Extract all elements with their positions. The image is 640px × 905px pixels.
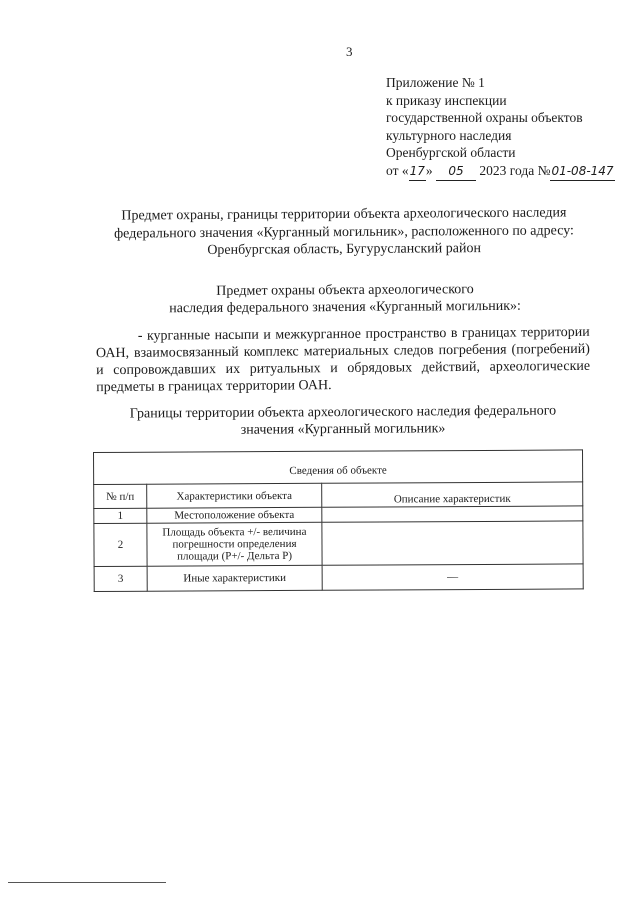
heading-line: Границы территории объекта археологического наследия федерального <box>129 403 557 422</box>
appendix-line: к приказу инспекции <box>386 92 507 108</box>
heading-line: наследия федерального значения «Курганный могильник»: <box>169 298 521 317</box>
object-info-table-wrap <box>93 449 584 592</box>
document-title: Предмет охраны, границы территории объекта археологического наследия федерального значения «Курганный могильник», расположенного по адресу: Оренбургская область, Бугурусланский район <box>114 205 574 258</box>
row-number: 2 <box>94 523 147 566</box>
row-characteristic: Иные характеристики <box>147 565 322 591</box>
handwritten-month: 05 <box>436 163 476 182</box>
boundaries-heading <box>96 402 590 439</box>
row-number: 1 <box>94 508 147 523</box>
row-description <box>322 506 583 522</box>
appendix-line: государственной охраны объектов <box>386 110 583 125</box>
date-suffix: 2023 года № <box>476 162 551 178</box>
appendix-date-line <box>386 162 615 182</box>
row-description <box>322 521 583 565</box>
table-caption: Сведения об объекте <box>94 450 583 485</box>
appendix-line: Оренбургской области <box>386 145 516 160</box>
header-characteristic: Характеристики объекта <box>147 483 322 508</box>
handwritten-day: 17 <box>409 163 426 182</box>
page-number: 3 <box>346 44 353 59</box>
table-row <box>94 521 583 567</box>
date-prefix: от « <box>386 162 409 178</box>
heading-line: Предмет охраны объекта археологического <box>216 282 474 299</box>
row-characteristic: Местоположение объекта <box>147 507 322 523</box>
protection-subject-text: - курганные насыпи и межкурганное пространство в границах территории ОАН, взаимосвязанный комплекс материальных следов погребения (погребений) и сопровождавших их ритуальных и обрядовых действий, археологические предметы в границах территории ОАН. <box>95 324 591 396</box>
appendix-block <box>386 74 615 181</box>
row-number: 3 <box>94 566 147 591</box>
row-characteristic: Площадь объекта +/- величина погрешности определения площади (Р+/- Дельта Р) <box>147 522 322 566</box>
object-info-table <box>93 449 584 592</box>
table-row <box>94 564 583 592</box>
protection-subject-heading <box>110 280 580 317</box>
header-number: № п/п <box>94 484 147 508</box>
footer-divider <box>8 882 166 883</box>
appendix-line: культурного наследия <box>386 127 512 143</box>
handwritten-doc-number: 01-08-147 <box>550 163 614 182</box>
date-sep: » <box>425 162 437 178</box>
header-description: Описание характеристик <box>322 482 583 507</box>
heading-line: значения «Курганный могильник» <box>240 421 446 438</box>
appendix-line: Приложение № 1 <box>386 75 485 90</box>
row-description: — <box>322 564 583 590</box>
